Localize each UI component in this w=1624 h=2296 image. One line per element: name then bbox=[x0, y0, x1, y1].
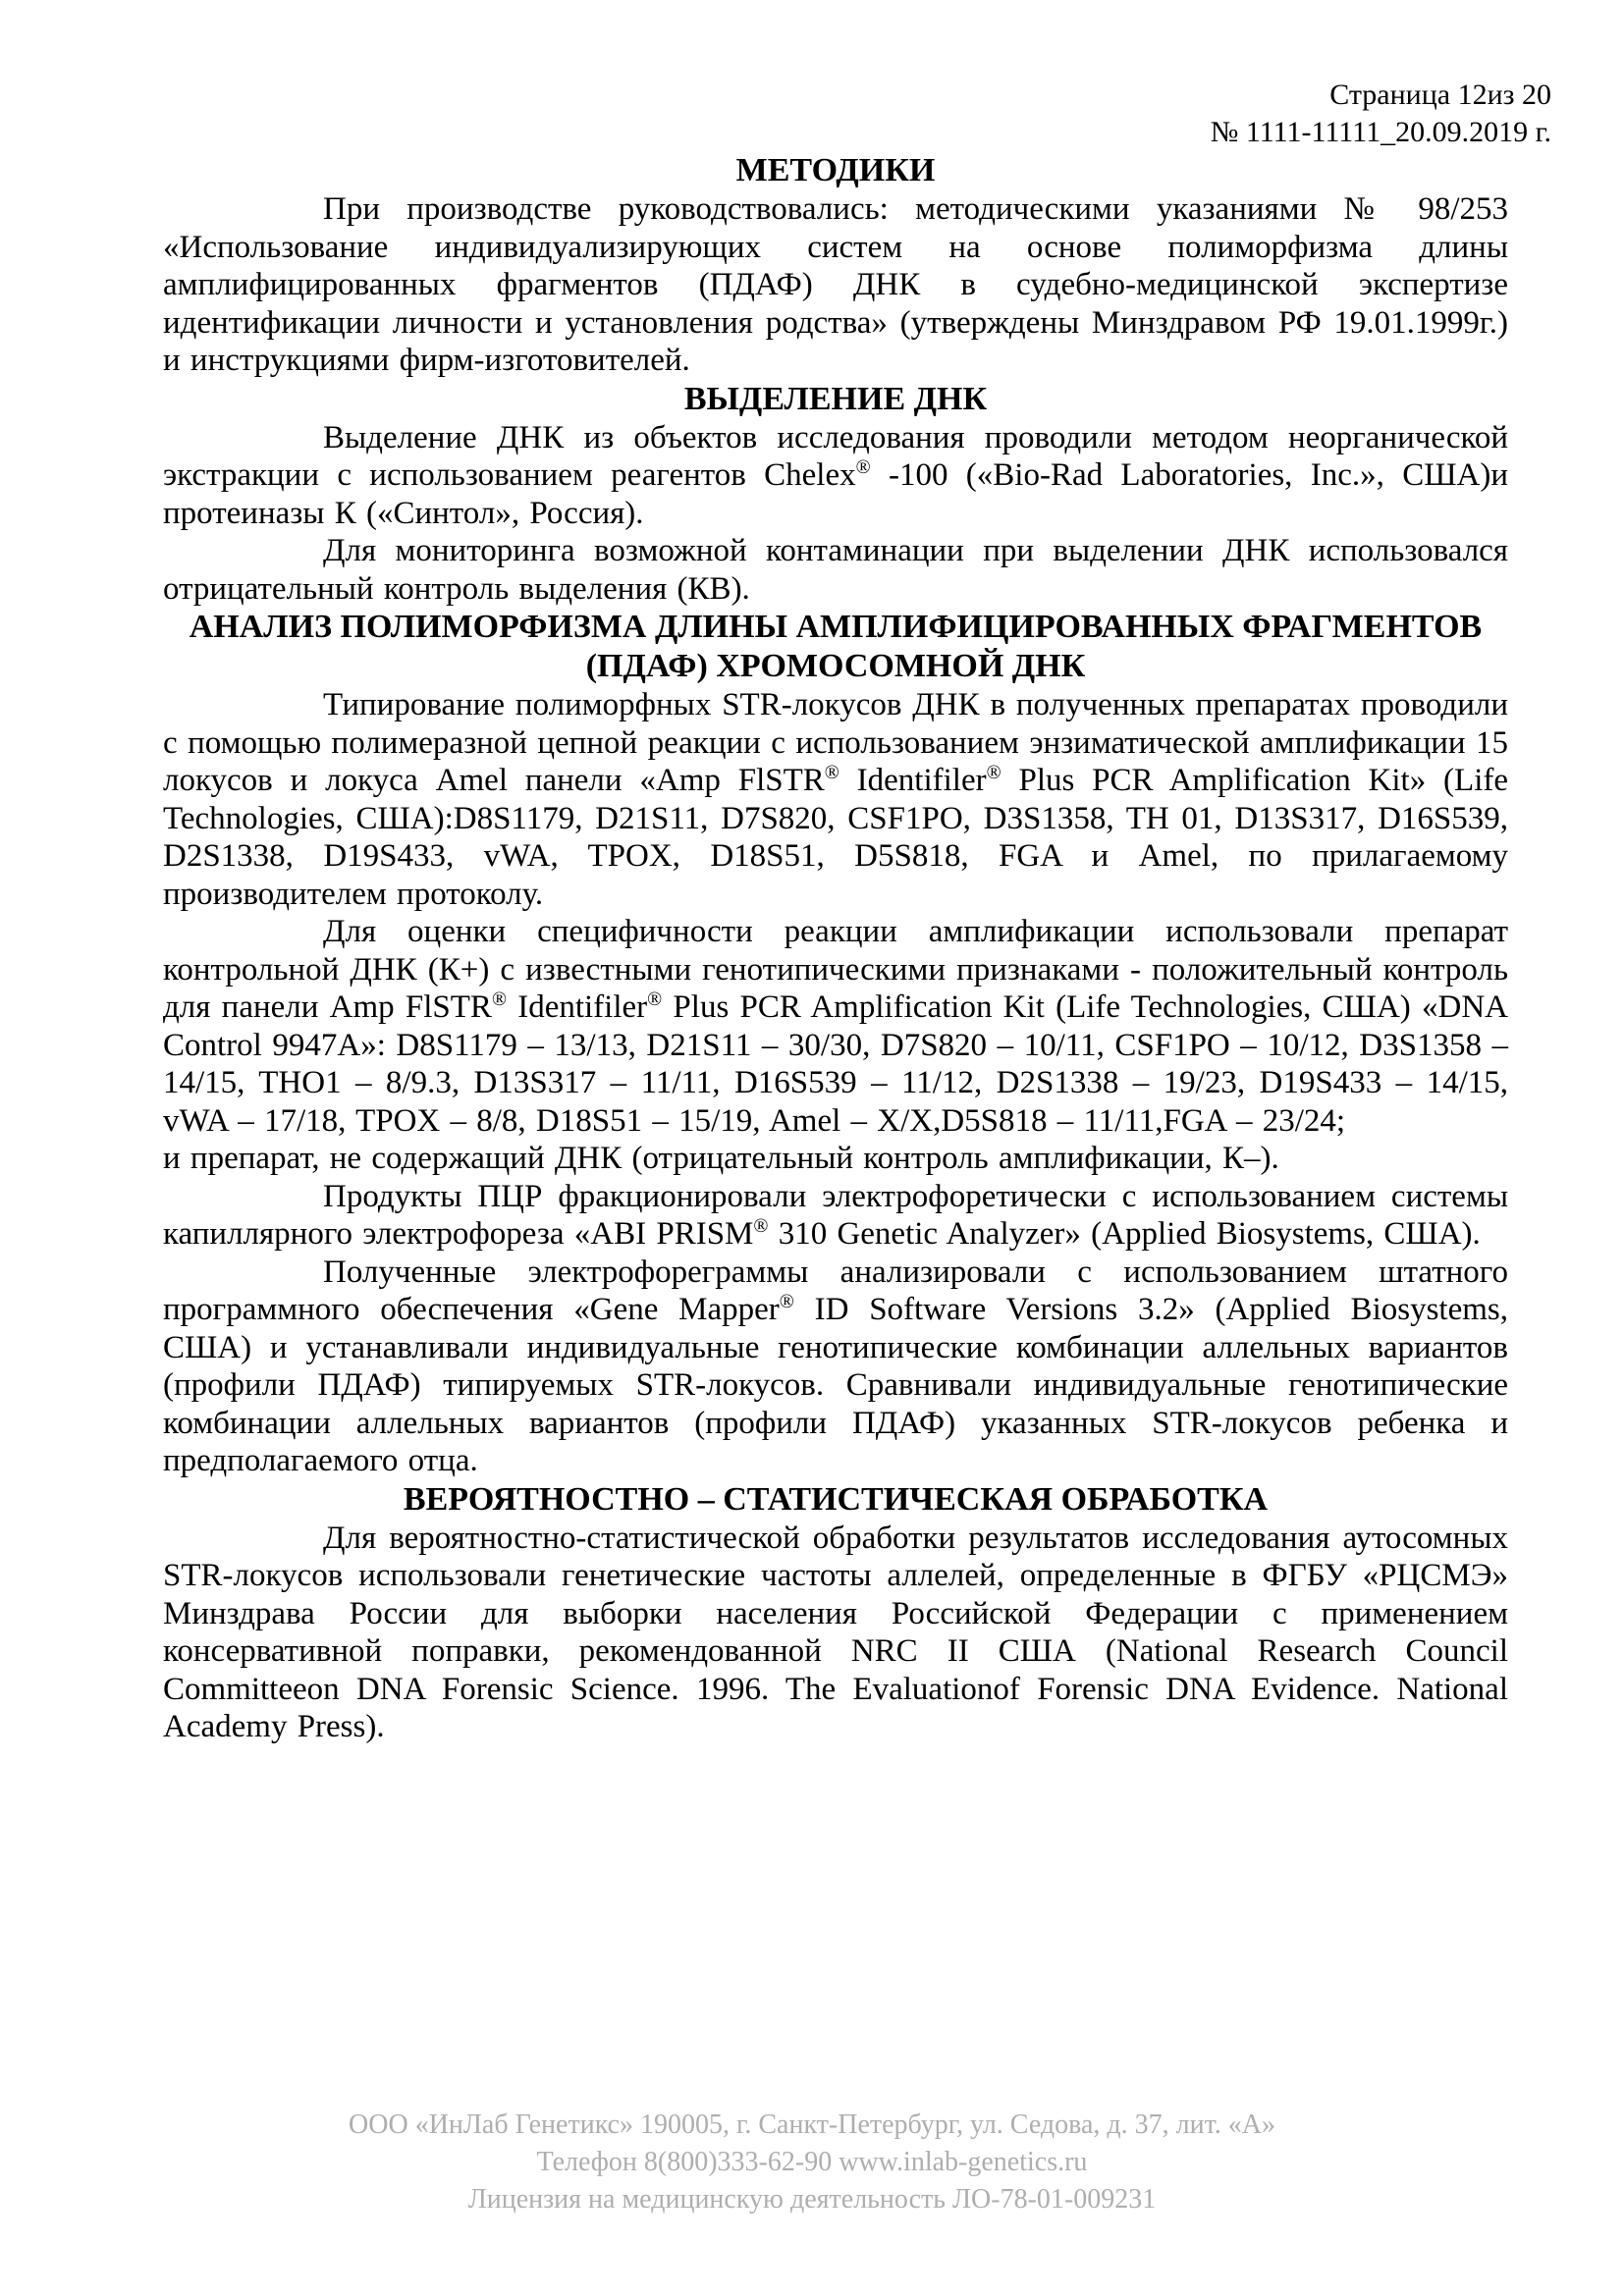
section-title-statistics: ВЕРОЯТНОСТНО – СТАТИСТИЧЕСКАЯ ОБРАБОТКА bbox=[403, 1480, 1269, 1518]
text-run: Для мониторинга возможной контаминации при выделении ДНК использовался отрицательный контроль выделения (КВ). bbox=[163, 533, 1508, 607]
paragraph-methods-1 bbox=[163, 190, 1508, 380]
text-run: -100 («Bio-Rad Laboratories, Inc.», США)и протеиназы К («Синтол», Россия). bbox=[163, 457, 1508, 531]
text-run: Identifiler bbox=[839, 763, 987, 798]
text-run: Plus PCR Amplification Kit» (Life Technologies, США):D8S1179, D21S11, D7S820, CSF1PO, D3S1358, TH 01, D13S317, D16S539, D2S1338, D19S433, vWA, TPOX, D18S51, D5S818, FGA и Amel, по прилагаемому производителем протоколу. bbox=[163, 763, 1508, 912]
paragraph-extraction-2 bbox=[163, 532, 1508, 608]
text-run: 310 Genetic Analyzer» (Applied Biosystems, США). bbox=[768, 1216, 1481, 1252]
paragraph-pdaf-5 bbox=[163, 1254, 1508, 1480]
document-content bbox=[163, 77, 1551, 1746]
registered-trademark-sup: ® bbox=[753, 1215, 769, 1237]
text-run: Identifiler bbox=[506, 989, 648, 1025]
footer-company-line: ООО «ИнЛаб Генетикс» 190005, г. Санкт-Петербург, ул. Седова, д. 37, лит. «А» bbox=[349, 2109, 1275, 2140]
text-run: При производстве руководствовались: методическими указаниями № 98/253 «Использование индивидуализирующих систем на основе полиморфизма длины амплифицированных фрагментов (ПДАФ) ДНК в судебно-медицинской экспертизе идентификации личности и установления родства» (утверждены Минздравом РФ 19.01.1999г.) и инструкциями фирм-изготовителей. bbox=[163, 191, 1508, 378]
text-run: Для вероятностно-статистической обработки результатов исследования аутосомных STR-локусов использовали генетические частоты аллелей, определенные в ФГБУ «РЦСМЭ» Минздрава России для выборки населения Российской Федерации с применением консервативной поправки, рекомендованной NRC II США (National Research Council Committeeon DNA Forensic Science. 1996. The Evaluationof Forensic DNA Evidence. National Academy Press). bbox=[163, 1520, 1508, 1744]
page-header bbox=[163, 77, 1551, 151]
paragraph-extraction-1 bbox=[163, 419, 1508, 533]
section-title-methods: МЕТОДИКИ bbox=[735, 152, 936, 188]
registered-trademark-sup: ® bbox=[647, 988, 663, 1010]
page-footer bbox=[0, 2107, 1624, 2218]
section-title-pdaf-analysis: АНАЛИЗ ПОЛИМОРФИЗМА ДЛИНЫ АМПЛИФИЦИРОВАННЫХ ФРАГМЕНТОВ (ПДАФ) ХРОМОСОМНОЙ ДНК bbox=[189, 609, 1483, 684]
registered-trademark-sup: ® bbox=[824, 762, 839, 783]
text-run: Выделение ДНК из объектов исследования проводили методом неорганической экстракции с использованием реагентов Chelex bbox=[163, 419, 1508, 493]
paragraph-statistics-1 bbox=[163, 1520, 1508, 1746]
footer-license-line: Лицензия на медицинскую деятельность ЛО-78-01-009231 bbox=[467, 2184, 1157, 2215]
registered-trademark-sup: ® bbox=[779, 1291, 794, 1312]
footer-phone-line: Телефон 8(800)333-62-90 www.inlab-genetics.ru bbox=[536, 2147, 1088, 2177]
registered-trademark-sup: ® bbox=[986, 762, 1001, 783]
text-run: Для оценки специфичности реакции амплификации использовали препарат контрольной ДНК (К+) с известными генотипическими признаками - положительный контроль для панели Amp FlSTR bbox=[163, 914, 1508, 1025]
text-run: Plus PCR Amplification Kit (Life Technologies, США) «DNA Control 9947A»: D8S1179 – 13/13, D21S11 – 30/30, D7S820 – 10/11, CSF1PO – 10/12, D3S1358 – 14/15, THO1 – 8/9.3, D13S317 – 11/11, D16S539 – 11/12, D2S1338 – 19/23, D19S433 – 14/15, vWA – 17/18, TPOX – 8/8, D18S51 – 15/19, Amel – X/X,D5S818 – 11/11,FGA – 23/24; bbox=[163, 989, 1508, 1139]
document-number-line: № 1111-11111_20.09.2019 г. bbox=[1210, 116, 1551, 148]
paragraph-pdaf-1 bbox=[163, 686, 1508, 913]
page-number-line: Страница 12из 20 bbox=[1329, 79, 1551, 111]
text-run: ID Software Versions 3.2» (Applied Biosystems, США) и устанавливали индивидуальные генотипические комбинации аллельных вариантов (профили ПДАФ) типируемых STR-локусов. Сравнивали индивидуальные генотипические комбинации аллельных вариантов (профили ПДАФ) указанных STR-локусов ребенка и предполагаемого отца. bbox=[163, 1292, 1508, 1478]
text-run: и препарат, не содержащий ДНК (отрицательный контроль амплификации, К–). bbox=[163, 1141, 1279, 1176]
paragraph-pdaf-4 bbox=[163, 1178, 1508, 1254]
registered-trademark-sup: ® bbox=[855, 456, 871, 478]
paragraph-pdaf-3 bbox=[163, 1140, 1508, 1178]
text-run: Полученные электрофореграммы анализировали с использованием штатного программного обеспечения «Gene Mapper bbox=[163, 1254, 1508, 1327]
text-run: Типирование полиморфных STR-локусов ДНК в полученных препаратах проводили с помощью полимеразной цепной реакции с использованием энзиматической амплификации 15 локусов и локуса Amel панели «Amp FlSTR bbox=[163, 687, 1508, 798]
registered-trademark-sup: ® bbox=[491, 988, 507, 1010]
section-title-dna-extraction: ВЫДЕЛЕНИЕ ДНК bbox=[683, 380, 988, 417]
paragraph-pdaf-2 bbox=[163, 913, 1508, 1140]
text-run: Продукты ПЦР фракционировали электрофоретически с использованием системы капиллярного электрофореза «ABI PRISM bbox=[163, 1178, 1508, 1252]
